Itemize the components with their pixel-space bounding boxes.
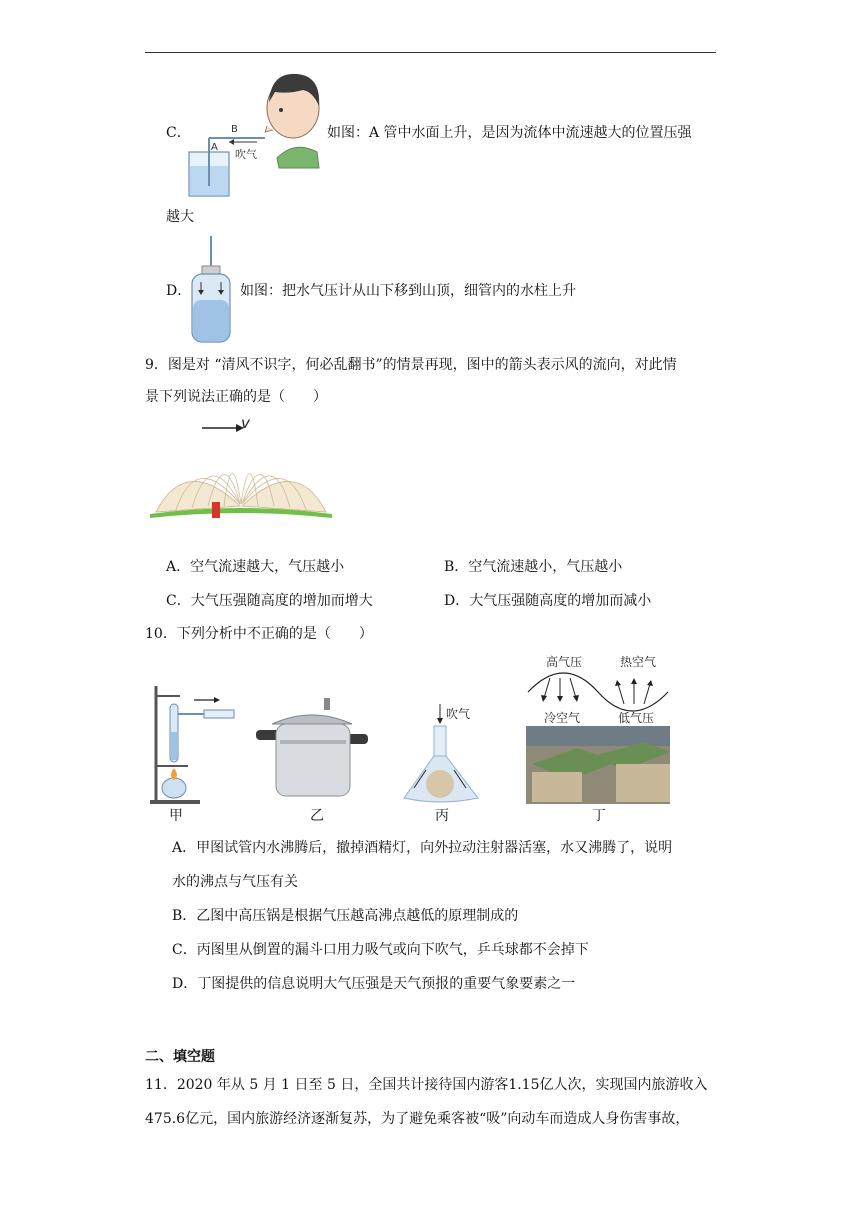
q10-caption-yi: 乙 [310,808,324,824]
section-heading-fill-in: 二、填空题 [145,1049,215,1065]
q10-figure-bing-funnel [400,700,486,806]
q10-figure-ding-weather [524,652,672,806]
q10-option-a-1: A．甲图试管内水沸腾后，撤掉酒精灯，向外拉动注射器活塞，水又沸腾了，说明 [172,840,673,856]
wind-velocity-label: v [241,414,250,432]
q10-option-a-2: 水的沸点与气压有关 [172,874,298,890]
q10-caption-bing: 丙 [435,808,449,824]
header-rule [145,52,716,53]
ding-cold-air: 冷空气 [544,711,581,725]
q8-option-c-text-1: 如图：A 管中水面上升，是因为流体中流速越大的位置压强 [327,125,692,141]
q10-caption-ding: 丁 [592,808,606,824]
q8-option-c-text-2: 越大 [166,209,194,225]
q8-option-c-label: C． [166,125,191,141]
q8-option-d-label: D． [166,283,192,299]
tube-a-label: A [211,142,218,153]
q9-option-b: B．空气流速越小，气压越小 [444,559,623,575]
bing-blow-label: 吹气 [446,707,471,721]
q9-option-c: C．大气压强随高度的增加而增大 [166,593,373,609]
q10-option-d: D．丁图提供的信息说明大气压强是天气预报的重要气象要素之一 [172,976,576,992]
blow-label: 吹气 [235,148,257,161]
q9-stem-2: 景下列说法正确的是（ ） [145,389,327,405]
q8-option-d-text: 如图：把水气压计从山下移到山顶，细管内的水柱上升 [240,283,576,299]
q9-figure-open-book [146,414,336,526]
q10-figure-jia-stand [144,684,244,808]
ding-low-pressure: 低气压 [618,711,655,725]
q10-option-b: B．乙图中高压锅是根据气压越高沸点越低的原理制成的 [172,908,519,924]
q11-text-2: 475.6亿元，国内旅游经济逐渐复苏，为了避免乘客被“吸”向动车而造成人身伤害事故， [145,1111,690,1127]
q8-c-figure-boy-blowing [185,66,325,200]
q11-text-1: 11．2020 年从 5 月 1 日至 5 日，全国共计接待国内游客1.15亿人次，实现国内旅游收入 [145,1077,708,1093]
ding-hot-air: 热空气 [620,655,657,669]
q10-figure-yi-pressure-cooker [254,694,370,804]
q10-caption-jia: 甲 [169,808,183,824]
q9-option-a: A．空气流速越大，气压越小 [166,559,345,575]
q9-option-d: D．大气压强随高度的增加而减小 [444,593,652,609]
ding-high-pressure: 高气压 [546,655,583,669]
q10-stem: 10．下列分析中不正确的是（ ） [145,626,373,642]
q8-d-figure-barometer-bottle [188,236,236,344]
q10-option-c: C．丙图里从倒置的漏斗口用力吸气或向下吹气，乒乓球都不会掉下 [172,942,589,958]
q9-stem-1: 9．图是对 “清风不识字，何必乱翻书”的情景再现，图中的箭头表示风的流向，对此情 [145,357,677,373]
tube-b-label: B [231,124,238,135]
